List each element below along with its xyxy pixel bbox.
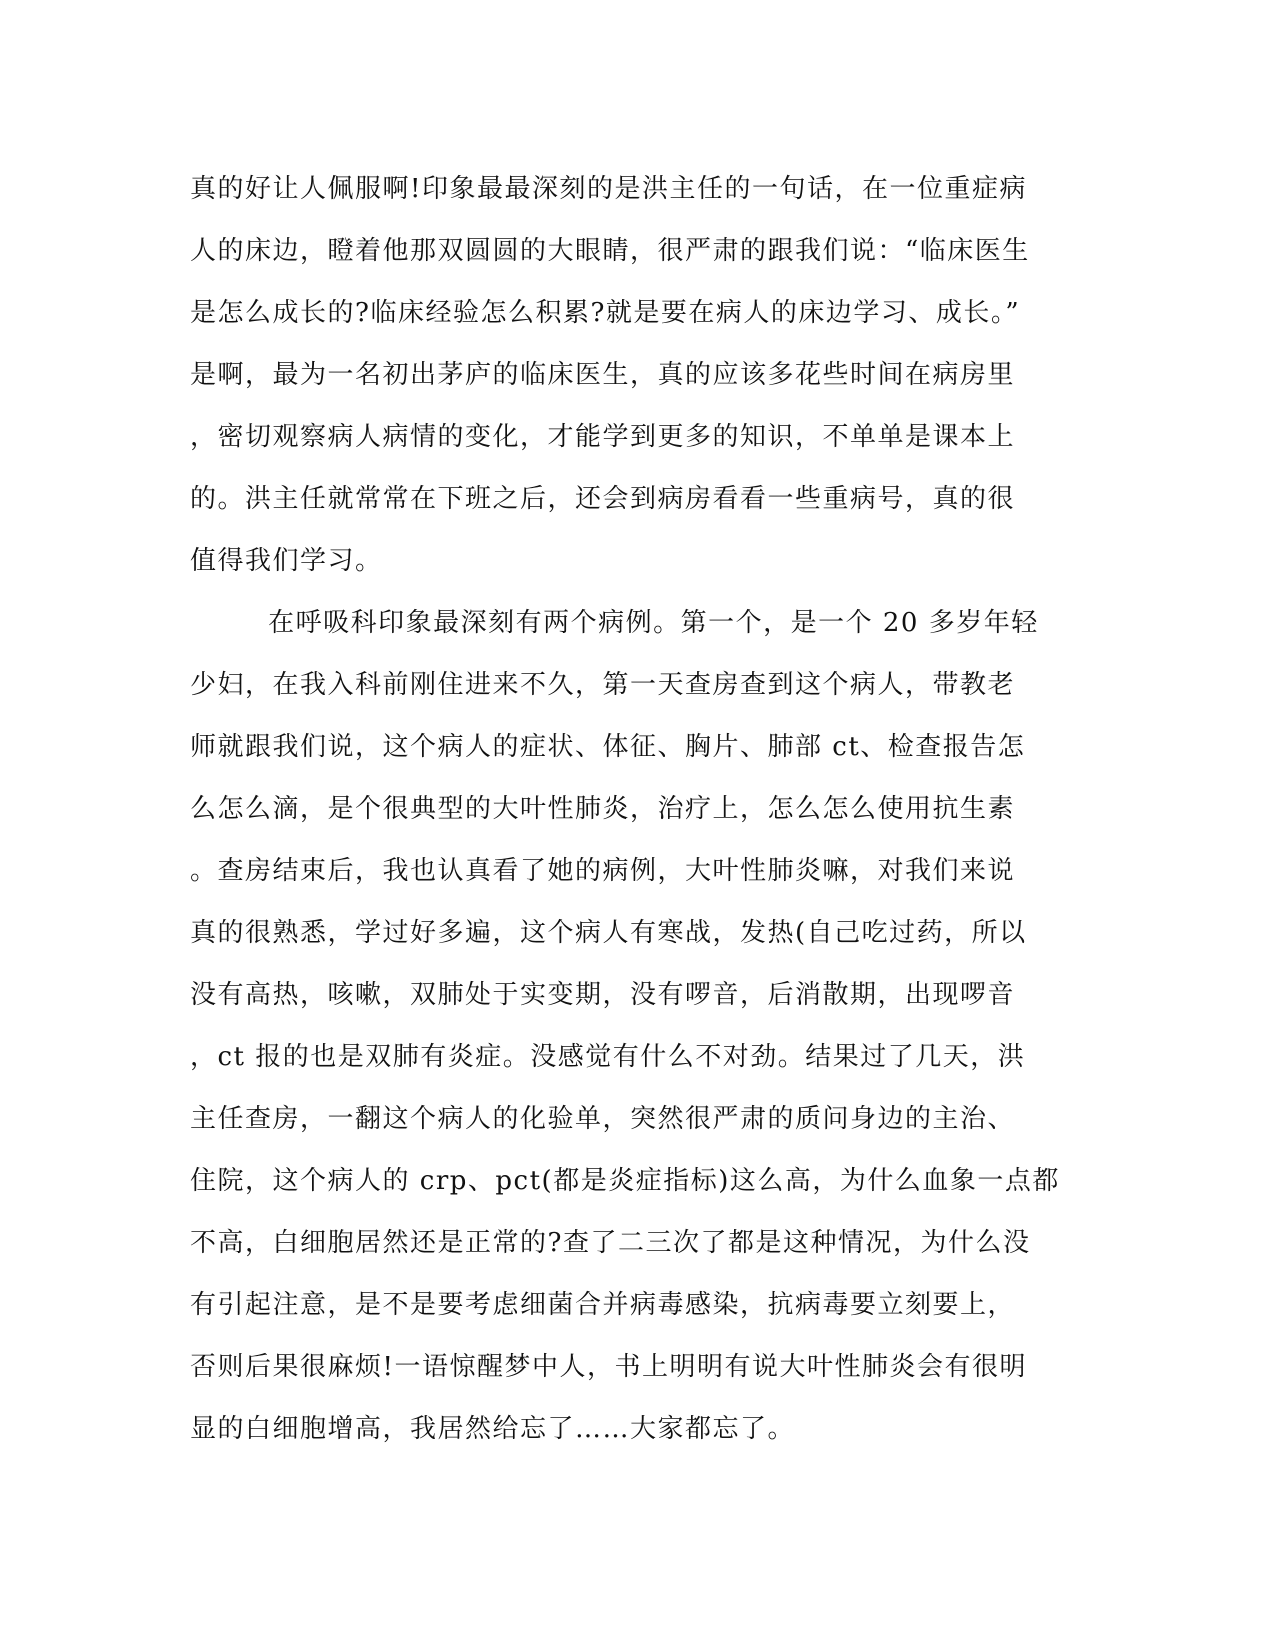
text-line: 。查房结束后，我也认真看了她的病例，大叶性肺炎嘛，对我们来说 <box>190 856 1016 886</box>
text-line: 值得我们学习。 <box>190 546 383 576</box>
text-line: 主任查房，一翻这个病人的化验单，突然很严肃的质问身边的主治、 <box>190 1104 1016 1134</box>
text-line: 有引起注意，是不是要考虑细菌合并病毒感染，抗病毒要立刻要上， <box>190 1290 1016 1320</box>
text-line: 没有高热，咳嗽，双肺处于实变期，没有啰音，后消散期，出现啰音 <box>190 980 1016 1010</box>
text-line: 住院，这个病人的 crp、pct(都是炎症指标)这么高，为什么血象一点都 <box>190 1166 1060 1196</box>
body-text <box>190 158 1070 1460</box>
text-line: 的。洪主任就常常在下班之后，还会到病房看看一些重病号，真的很 <box>190 484 1016 514</box>
text-line: 么怎么滴，是个很典型的大叶性肺炎，治疗上，怎么怎么使用抗生素 <box>190 794 1016 824</box>
text-line: 少妇，在我入科前刚住进来不久，第一天查房查到这个病人，带教老 <box>190 670 1016 700</box>
text-line: 不高，白细胞居然还是正常的?查了二三次了都是这种情况，为什么没 <box>190 1228 1031 1258</box>
text-line: 是怎么成长的?临床经验怎么积累?就是要在病人的床边学习、成长。” <box>190 298 1021 328</box>
text-line: ，密切观察病人病情的变化，才能学到更多的知识，不单单是课本上 <box>190 422 1016 452</box>
text-line: 是啊，最为一名初出茅庐的临床医生，真的应该多花些时间在病房里 <box>190 360 1016 390</box>
text-line: ，ct 报的也是双肺有炎症。没感觉有什么不对劲。结果过了几天，洪 <box>190 1042 1026 1072</box>
text-line: 显的白细胞增高，我居然给忘了……大家都忘了。 <box>190 1414 796 1444</box>
text-line: 否则后果很麻烦!一语惊醒梦中人，书上明明有说大叶性肺炎会有很明 <box>190 1352 1027 1382</box>
text-line: 真的好让人佩服啊!印象最最深刻的是洪主任的一句话，在一位重症病 <box>190 174 1027 204</box>
text-line: 在呼吸科印象最深刻有两个病例。第一个，是一个 20 多岁年轻 <box>190 608 1039 638</box>
text-line: 真的很熟悉，学过好多遍，这个病人有寒战，发热(自己吃过药，所以 <box>190 918 1027 948</box>
text-line: 师就跟我们说，这个病人的症状、体征、胸片、肺部 ct、检查报告怎 <box>190 732 1026 762</box>
text-line: 人的床边，瞪着他那双圆圆的大眼睛，很严肃的跟我们说：“临床医生 <box>190 236 1030 266</box>
